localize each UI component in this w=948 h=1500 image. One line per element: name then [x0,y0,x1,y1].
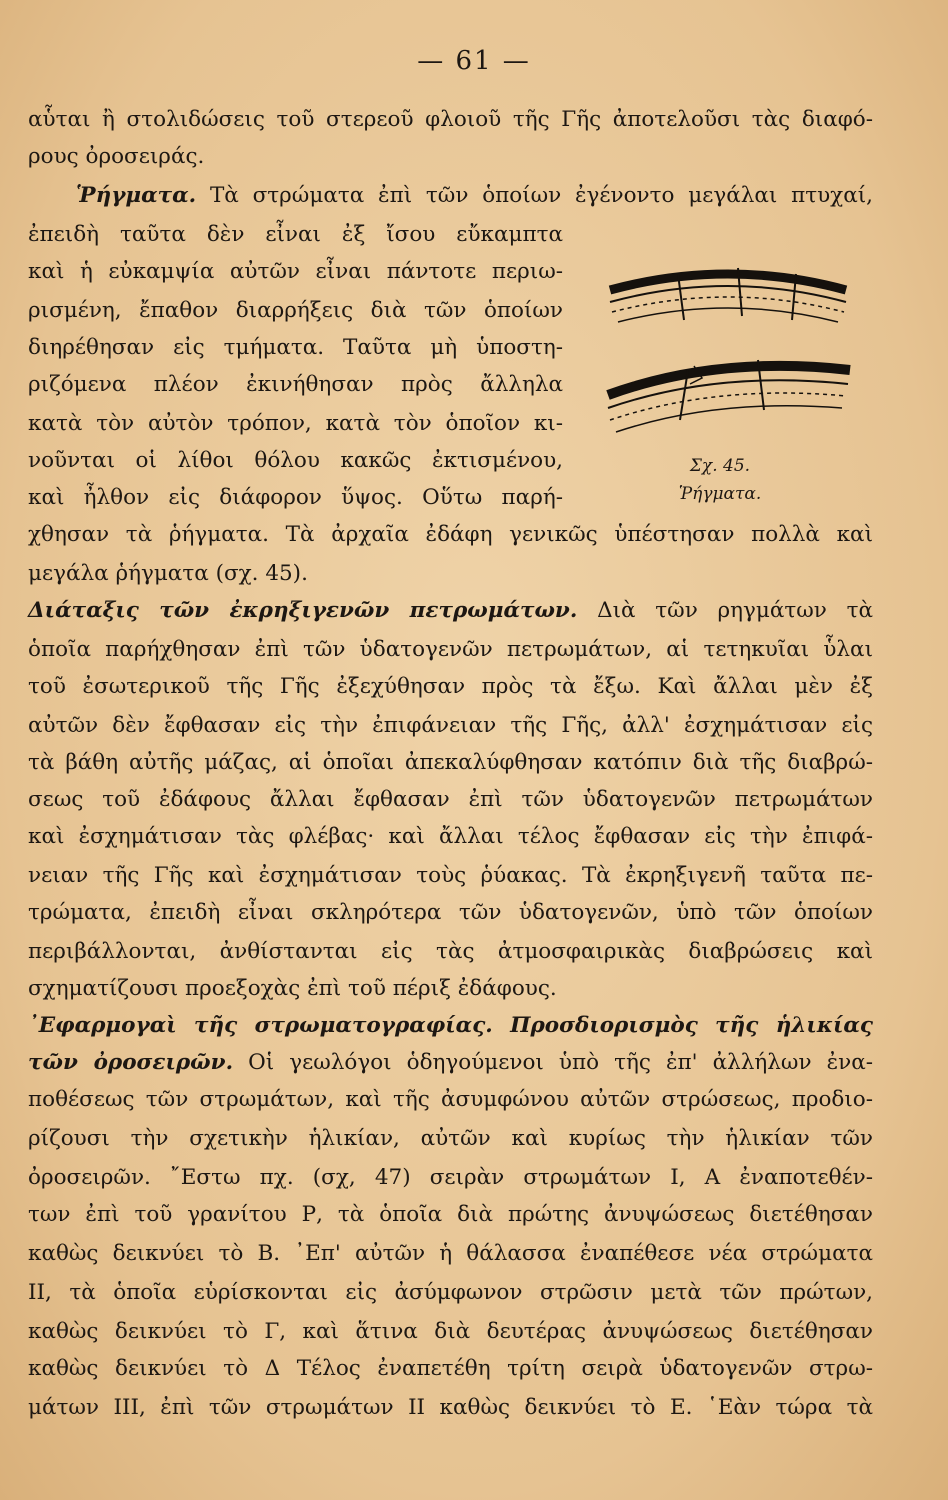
line-text: περιβάλλονται, ἀνθίστανται εἰς τὰς ἀτμοσφαιρικὰς διαβρώσεις καὶ [28,939,873,964]
text-line [28,410,563,438]
line-text: νειαν τῆς Γῆς καὶ ἐσχημάτισαν τοὺς ῥύακας. Τὰ ἐκρηξιγενῆ ταῦτα πε- [28,863,873,888]
line-text: ὁποῖα παρήχθησαν ἐπὶ τῶν ὑδατογενῶν πετρωμάτων, αἱ τετηκυῖαι ὗλαι [28,637,873,662]
text-line [28,106,873,134]
figure-number: Σχ. 45. [689,456,751,476]
text-line [28,560,873,588]
line-text: Διὰ τῶν ρηγμάτων τὰ [577,598,873,623]
section-heading: Διάταξις τῶν ἐκρηξιγενῶν πετρωμάτων. [28,598,578,623]
text-line [28,823,873,851]
line-text: νοῦνται οἱ λίθοι θόλου κακῶς ἐκτισμένου, [28,448,563,473]
line-text: τὰ βάθη αὐτῆς μάζας, αἱ ὁποῖαι ἀπεκαλύφθησαν κατόπιν διὰ τῆς διαβρώ- [28,750,873,775]
line-text: ρίζουσι τὴν σχετικὴν ἡλικίαν, αὐτῶν καὶ κυρίως τὴν ἡλικίαν τῶν [28,1126,873,1151]
text-line [28,447,563,475]
text-line [28,938,873,966]
line-text: καὶ ἐσχημάτισαν τὰς φλέβας· καὶ ἄλλαι τέλος ἔφθασαν εἰς τὴν ἐπιφά- [28,824,873,849]
line-text: σεως τοῦ ἐδάφους ἄλλαι ἔφθασαν ἐπὶ τῶν ὑδατογενῶν πετρωμάτων [28,787,873,812]
text-line [28,484,563,512]
text-line [28,1125,873,1153]
text-line [28,371,563,399]
line-text: καθὼς δεικνύει τὸ Β. ᾿Επ' αὐτῶν ἡ θάλασσα ἐναπέθεσε νέα στρώματα [28,1241,873,1266]
text-line [28,1279,873,1307]
text-line [28,221,563,249]
line-text: ΙΙ, τὰ ὁποῖα εὑρίσκονται εἰς ἀσύμφωνον στρῶσιν μετὰ τῶν πρώτων, [28,1280,873,1305]
line-text: ποθέσεως τῶν στρωμάτων, καὶ τῆς ἀσυμφώνου αὐτῶν στρώσεως, προδιο- [28,1087,873,1112]
text-line [28,636,873,664]
text-line [28,786,873,814]
line-text: ὀροσειρῶν. ῎Εστω πχ. (σχ, 47) σειρὰν στρωμάτων Ι, Α ἐναποτεθέν- [28,1165,873,1190]
text-line [76,182,873,210]
text-line [28,1164,873,1192]
line-text: των ἐπὶ τοῦ γρανίτου Ρ, τὰ ὁποῖα διὰ πρώτης ἀνυψώσεως διετέθησαν [28,1202,873,1227]
section-heading: ᾿Εφαρμογαὶ τῆς στρωματογραφίας. Προσδιορισμὸς τῆς ἡλικίας [28,1013,873,1038]
line-text: καὶ ἡ εὐκαμψία αὐτῶν εἶναι πάντοτε περιω- [28,259,563,284]
text-line [28,975,873,1003]
upper-strata-block [610,268,846,322]
text-line [28,712,873,740]
line-text: καὶ ἦλθον εἰς διάφορον ὕψος. Οὕτω παρή- [28,485,563,510]
text-line [28,1394,873,1422]
text-line [28,1086,873,1114]
page-number: — 61 — [417,46,531,76]
text-line [28,258,563,286]
section-heading: τῶν ὀροσειρῶν. [28,1050,234,1075]
line-text: Τὰ στρώματα ἐπὶ τῶν ὁποίων ἐγένοντο μεγάλαι πτυχαί, [196,183,873,208]
line-text: καθὼς δεικνύει τὸ Γ, καὶ ἅτινα διὰ δευτέρας ἀνυψώσεως διετέθησαν [28,1319,873,1344]
line-text: μεγάλα ῥήγματα (σχ. 45). [28,561,308,586]
text-line [28,521,873,549]
text-line [28,862,873,890]
line-text: κατὰ τὸν αὐτὸν τρόπον, κατὰ τὸν ὁποῖον κι- [28,411,563,436]
line-text: αὗται ἢ στολιδώσεις τοῦ στερεοῦ φλοιοῦ τῆς Γῆς ἀποτελοῦσι τὰς διαφό- [28,107,873,132]
text-line [28,673,873,701]
lower-strata-block [608,360,850,432]
text-line [28,1012,873,1040]
text-line [28,1318,873,1346]
line-text: ἐπειδὴ ταῦτα δὲν εἶναι ἐξ ἴσου εὔκαμπτα [28,222,563,247]
figure-label: Ῥήγματα. [678,484,762,504]
text-line [28,597,873,625]
line-text: σχηματίζουσι προεξοχὰς ἐπὶ τοῦ πέριξ ἐδάφους. [28,976,557,1001]
line-text: Οἱ γεωλόγοι ὁδηγούμενοι ὑπὸ τῆς ἐπ' ἀλλήλων ἐνα- [233,1050,873,1075]
line-text: ρους ὀροσειράς. [28,144,205,169]
text-line [28,1240,873,1268]
line-text: τρώματα, ἐπειδὴ εἶναι σκληρότερα τῶν ὑδατογενῶν, ὑπὸ τῶν ὁποίων [28,900,873,925]
text-line [28,899,873,927]
text-line [28,334,563,362]
section-heading: Ῥήγματα. [76,183,197,208]
text-line [28,749,873,777]
line-text: ρισμένη, ἔπαθον διαρρήξεις διὰ τῶν ὁποίων [28,298,563,323]
text-line [28,1049,873,1077]
line-text: τοῦ ἐσωτερικοῦ τῆς Γῆς ἐξεχύθησαν πρὸς τὰ ἔξω. Καὶ ἄλλαι μὲν ἐξ [28,674,873,699]
line-text: χθησαν τὰ ῥήγματα. Τὰ ἀρχαῖα ἐδάφη γενικῶς ὑπέστησαν πολλὰ καὶ [28,522,873,547]
line-text: μάτων ΙΙΙ, ἐπὶ τῶν στρωμάτων ΙΙ καθὼς δεικνύει τὸ Ε. ῾Εὰν τώρα τὰ [28,1395,873,1420]
text-line [28,1201,873,1229]
text-line [28,1355,873,1383]
text-line [28,143,873,171]
text-line [28,297,563,325]
line-text: διηρέθησαν εἰς τμήματα. Ταῦτα μὴ ὑποστη- [28,335,563,360]
line-text: ριζόμενα πλέον ἐκινήθησαν πρὸς ἄλληλα [28,372,563,397]
line-text: καθὼς δεικνύει τὸ Δ Τέλος ἐναπετέθη τρίτη σειρὰ ὑδατογενῶν στρω- [28,1356,873,1381]
line-text: αὐτῶν δὲν ἔφθασαν εἰς τὴν ἐπιφάνειαν τῆς Γῆς, ἀλλ' ἐσχημάτισαν εἰς [28,713,873,738]
